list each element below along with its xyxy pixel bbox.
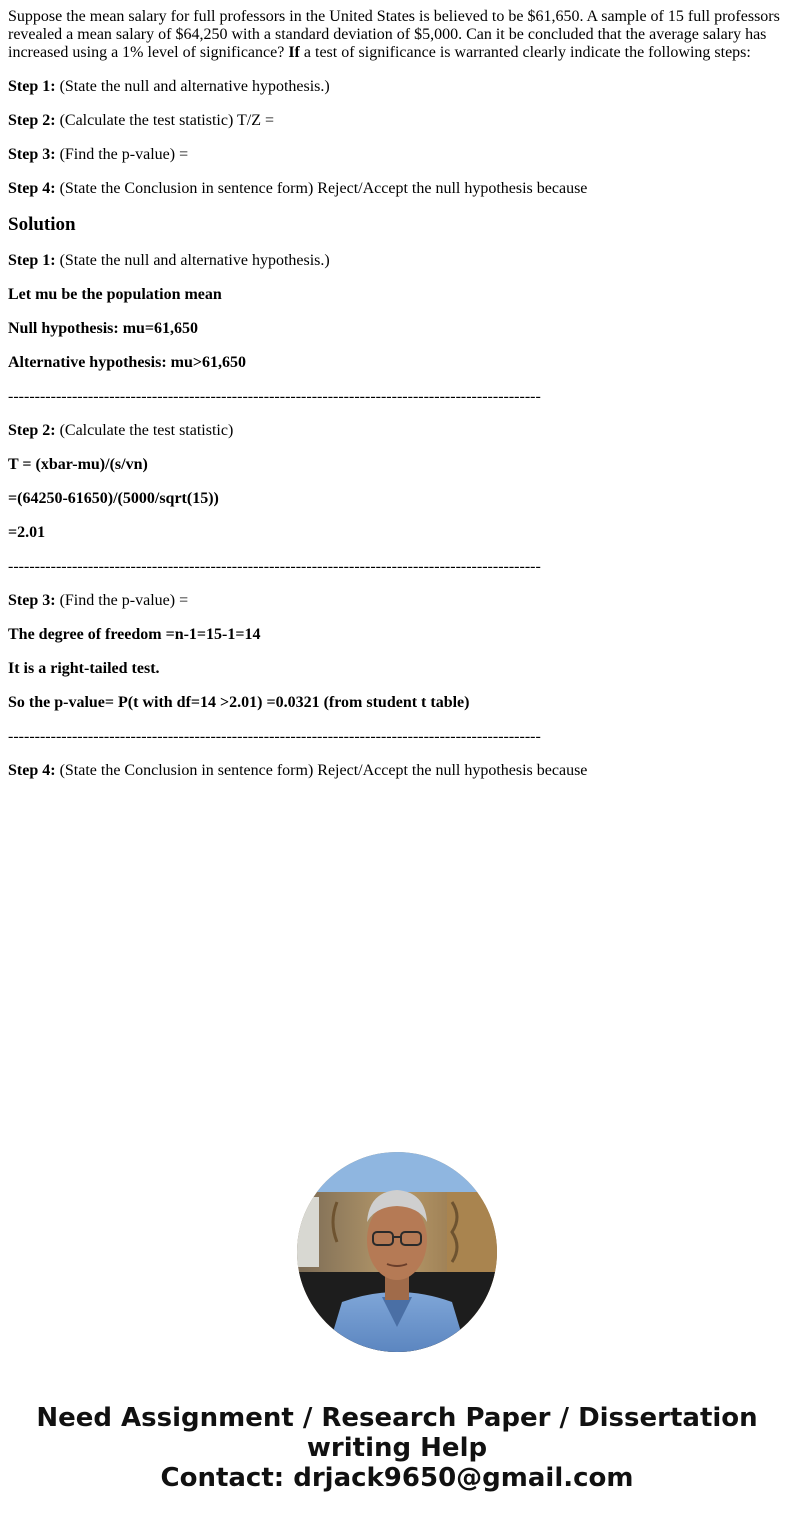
solution-line-text: The degree of freedom =n-1=15-1=14 bbox=[8, 626, 261, 643]
footer-line-2: writing Help bbox=[306, 1433, 488, 1463]
step-label: Step 3: bbox=[8, 592, 56, 609]
document-body bbox=[8, 8, 786, 796]
solution-line bbox=[8, 626, 786, 644]
solution-line-text: It is a right-tailed test. bbox=[8, 660, 160, 677]
solution-line bbox=[8, 524, 786, 542]
step-text: (Find the p-value) = bbox=[55, 592, 189, 609]
step-label: Step 4: bbox=[8, 180, 56, 197]
solution-line-text: Null hypothesis: mu=61,650 bbox=[8, 320, 199, 337]
step-label: Step 2: bbox=[8, 422, 56, 439]
step-label: Step 1: bbox=[8, 78, 56, 95]
step-text: (Find the p-value) = bbox=[55, 146, 189, 163]
footer-line-1: Need Assignment / Research Paper / Dissertation bbox=[36, 1403, 758, 1433]
step-text: (State the Conclusion in sentence form) Reject/Accept the null hypothesis because bbox=[55, 762, 588, 779]
question-step-3 bbox=[8, 146, 786, 164]
separator: ---------------------------------------------------------------------------------------------------- bbox=[8, 388, 541, 405]
question-text-end: a test of significance is warranted clearly indicate the following steps: bbox=[299, 44, 751, 61]
solution-line bbox=[8, 456, 786, 474]
step-text: (State the Conclusion in sentence form) Reject/Accept the null hypothesis because bbox=[55, 180, 588, 197]
footer-contact: Contact: drjack9650@gmail.com bbox=[160, 1463, 634, 1493]
avatar-portrait-icon bbox=[297, 1152, 497, 1352]
solution-line-text: T = (xbar-mu)/(s/vn) bbox=[8, 456, 148, 473]
solution-line bbox=[8, 286, 786, 304]
question-step-2 bbox=[8, 112, 786, 130]
step-label: Step 1: bbox=[8, 252, 56, 269]
question-text: Suppose the mean salary for full professors in the United States is believed to be $61,650. A sample of 15 full professors revealed a mean salary of $64,250 with a standard deviation of $5,000. Can it be concluded that the average salary has increased using a 1% level of significance? bbox=[8, 8, 780, 61]
step-label: Step 2: bbox=[8, 112, 56, 129]
step-label: Step 4: bbox=[8, 762, 56, 779]
question-paragraph bbox=[8, 8, 786, 62]
step-text: (Calculate the test statistic) bbox=[55, 422, 234, 439]
solution-line-text: =(64250-61650)/(5000/sqrt(15)) bbox=[8, 490, 219, 507]
solution-step-2 bbox=[8, 422, 786, 440]
separator: ---------------------------------------------------------------------------------------------------- bbox=[8, 558, 541, 575]
step-label: Step 3: bbox=[8, 146, 56, 163]
solution-line-text: Alternative hypothesis: mu>61,650 bbox=[8, 354, 246, 371]
question-bold-word: If bbox=[288, 44, 300, 61]
step-text: (State the null and alternative hypothesis.) bbox=[55, 78, 330, 95]
solution-line-text: So the p-value= P(t with df=14 >2.01) =0.0321 (from student t table) bbox=[8, 694, 470, 711]
solution-line bbox=[8, 660, 786, 678]
question-step-4 bbox=[8, 180, 786, 198]
solution-line bbox=[8, 490, 786, 508]
solution-line-text: =2.01 bbox=[8, 524, 46, 541]
footer-promo bbox=[0, 1403, 794, 1493]
solution-step-1 bbox=[8, 252, 786, 270]
solution-line-text: Let mu be the population mean bbox=[8, 286, 222, 303]
step-text: (Calculate the test statistic) T/Z = bbox=[55, 112, 275, 129]
solution-line bbox=[8, 694, 786, 712]
solution-heading: Solution bbox=[8, 214, 76, 235]
separator: ---------------------------------------------------------------------------------------------------- bbox=[8, 728, 541, 745]
solution-line bbox=[8, 320, 786, 338]
avatar bbox=[297, 1152, 497, 1352]
question-step-1 bbox=[8, 78, 786, 96]
step-text: (State the null and alternative hypothesis.) bbox=[55, 252, 330, 269]
solution-step-3 bbox=[8, 592, 786, 610]
solution-line bbox=[8, 354, 786, 372]
solution-step-4 bbox=[8, 762, 786, 780]
